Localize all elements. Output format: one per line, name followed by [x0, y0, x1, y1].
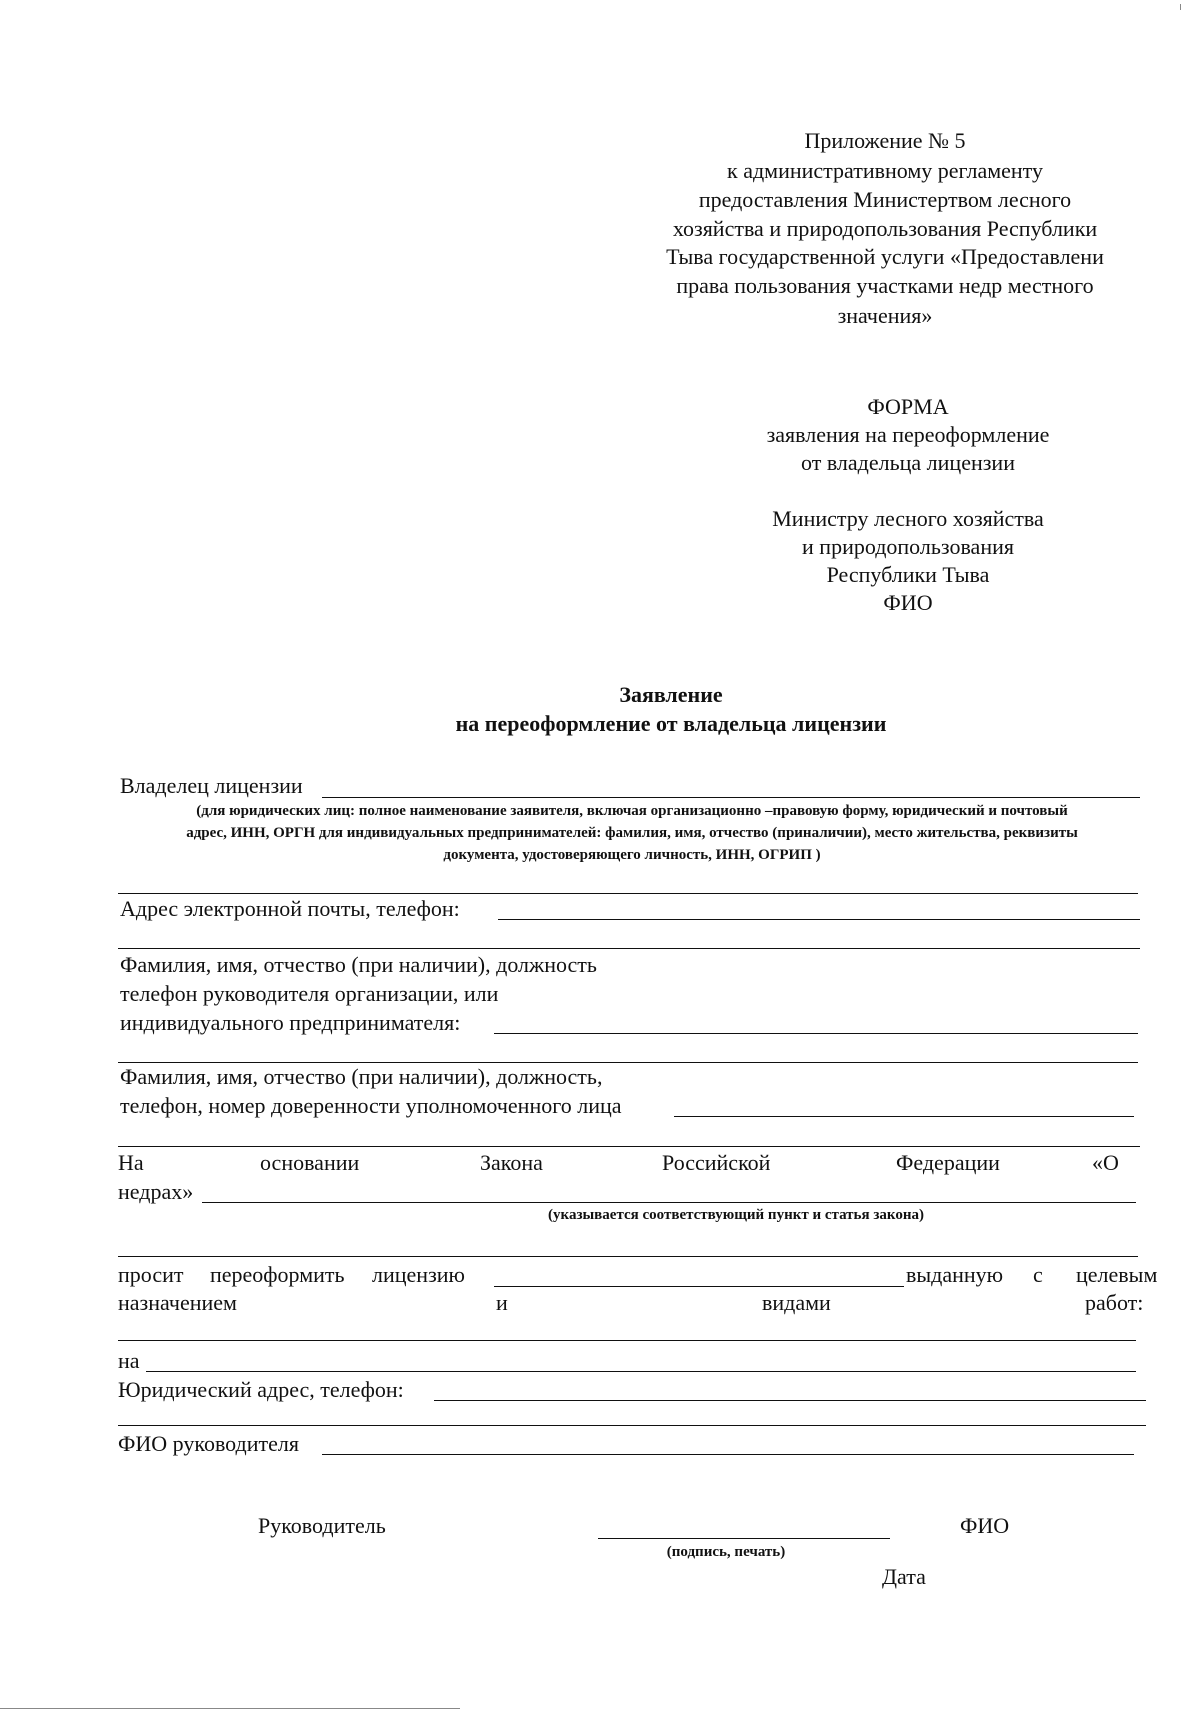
request-word: с	[1033, 1262, 1043, 1287]
appendix-line: Приложение № 5	[804, 128, 966, 153]
owner-hint-line: документа, удостоверяющего личность, ИНН, ОГРИП )	[443, 847, 821, 863]
owner-hint-line: адрес, ИНН, ОРГН для индивидуальных предпринимателей: фамилия, имя, отчество (приналичии), место жительства, реквизиты	[186, 825, 1078, 841]
rep-label-line: Фамилия, имя, отчество (при наличии), должность,	[120, 1064, 603, 1089]
legal-address-label: Юридический адрес, телефон:	[118, 1377, 404, 1402]
signature-name-label: ФИО	[960, 1513, 1010, 1538]
rep-label-line: телефон, номер доверенности уполномоченного лица	[120, 1093, 622, 1118]
addressee-line: ФИО	[883, 590, 933, 615]
request-word: просит	[118, 1262, 184, 1287]
basis-word: На	[118, 1150, 144, 1175]
legal-address-input-line[interactable]	[434, 1400, 1146, 1401]
request-word: лицензию	[372, 1262, 465, 1287]
purpose-input-line[interactable]	[118, 1340, 1136, 1341]
addressee-line: и природопользования	[802, 534, 1014, 559]
basis-word: Закона	[480, 1150, 543, 1175]
director-input-line[interactable]	[322, 1454, 1134, 1455]
email-extra-line[interactable]	[118, 948, 1140, 949]
basis-word: Российской	[662, 1150, 771, 1175]
appendix-line: хозяйства и природопользования Республики	[672, 216, 1098, 241]
legal-address-extra-line[interactable]	[118, 1425, 1146, 1426]
purpose-word: видами	[762, 1290, 831, 1315]
form-subtitle-line: заявления на переоформление	[766, 422, 1050, 447]
owner-input-line[interactable]	[322, 797, 1140, 798]
purpose-word: и	[496, 1290, 508, 1315]
document-subtitle: на переоформление от владельца лицензии	[455, 711, 887, 736]
purpose-word: работ:	[1085, 1290, 1144, 1315]
basis-continuation: недрах»	[118, 1179, 194, 1204]
appendix-line: значения»	[837, 303, 933, 328]
scan-artifact-line	[0, 1708, 460, 1709]
basis-word: «О	[1092, 1150, 1119, 1175]
appendix-line: предоставления Министертвом лесного	[698, 187, 1072, 212]
head-label-line: индивидуального предпринимателя:	[120, 1010, 461, 1035]
signature-line[interactable]	[598, 1538, 890, 1539]
head-label-line: телефон руководителя организации, или	[120, 981, 499, 1006]
rep-extra-line[interactable]	[118, 1146, 1140, 1147]
owner-hint-line: (для юридических лиц: полное наименование заявителя, включая организационно –правовую форму, юридический и почтовый	[196, 803, 1068, 819]
scan-artifact-mark	[1180, 4, 1183, 10]
on-label: на	[118, 1348, 140, 1373]
email-input-line[interactable]	[498, 919, 1140, 920]
signature-role-label: Руководитель	[258, 1513, 386, 1538]
basis-input-line[interactable]	[202, 1202, 1136, 1203]
head-extra-line[interactable]	[118, 1062, 1138, 1063]
basis-word: основании	[260, 1150, 360, 1175]
signature-hint: (подпись, печать)	[666, 1544, 786, 1560]
document-title: Заявление	[619, 682, 723, 707]
head-label-line: Фамилия, имя, отчество (при наличии), должность	[120, 952, 597, 977]
appendix-line: к административному регламенту	[727, 158, 1043, 183]
on-input-line[interactable]	[146, 1371, 1136, 1372]
request-word: переоформить	[210, 1262, 345, 1287]
addressee-line: Министру лесного хозяйства	[772, 506, 1044, 531]
license-number-line[interactable]	[494, 1286, 904, 1287]
form-title: ФОРМА	[867, 394, 949, 419]
date-label: Дата	[882, 1564, 926, 1589]
basis-extra-line[interactable]	[118, 1256, 1138, 1257]
purpose-word: назначением	[118, 1290, 237, 1315]
rep-input-line[interactable]	[674, 1116, 1134, 1117]
basis-hint: (указывается соответствующий пункт и статья закона)	[548, 1207, 924, 1223]
email-label: Адрес электронной почты, телефон:	[120, 896, 460, 921]
appendix-line: Тыва государственной услуги «Предоставлени	[666, 244, 1104, 269]
owner-extra-line[interactable]	[118, 893, 1138, 894]
request-word: целевым	[1076, 1262, 1158, 1287]
request-word: выданную	[906, 1262, 1004, 1287]
form-subtitle-line: от владельца лицензии	[801, 450, 1015, 475]
head-input-line[interactable]	[494, 1033, 1138, 1034]
director-label: ФИО руководителя	[118, 1431, 299, 1456]
owner-label: Владелец лицензии	[120, 773, 303, 798]
appendix-line: права пользования участками недр местного	[676, 273, 1094, 298]
basis-word: Федерации	[896, 1150, 1000, 1175]
addressee-line: Республики Тыва	[826, 562, 990, 587]
